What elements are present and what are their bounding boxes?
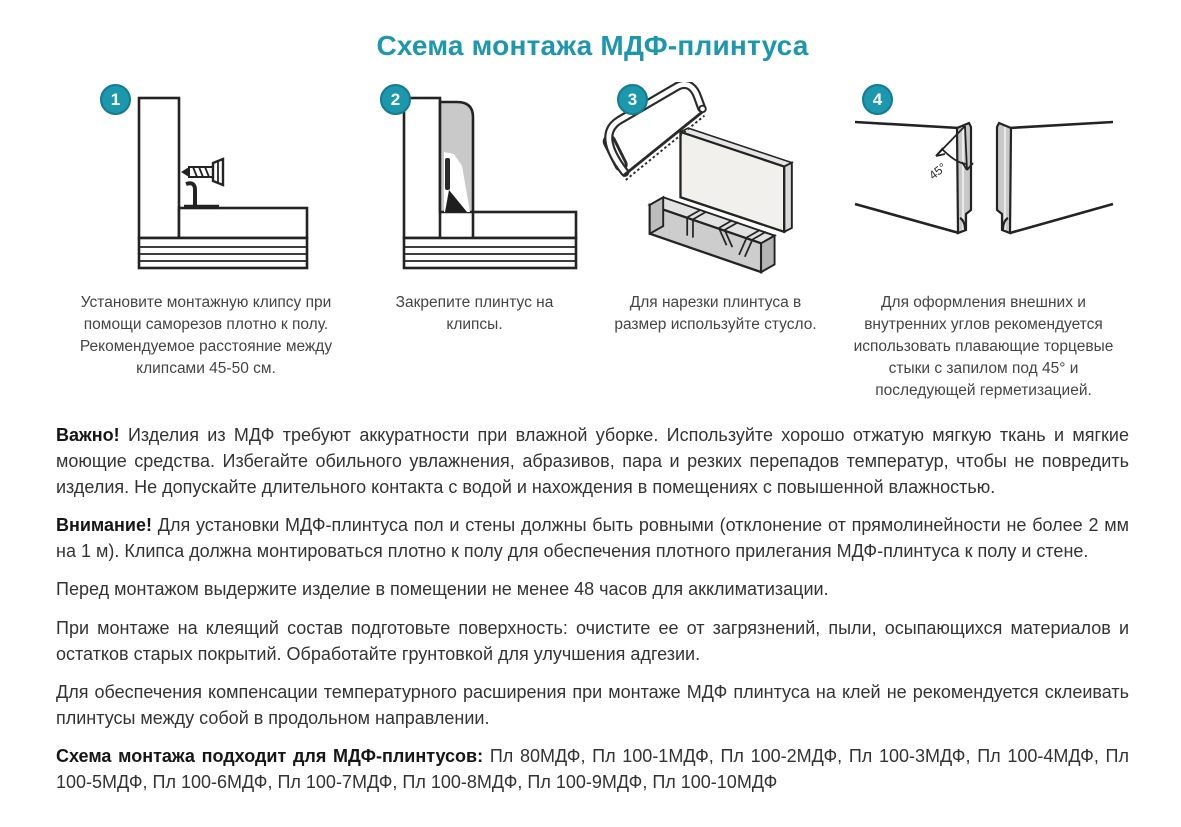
notes-section <box>56 422 1129 795</box>
step-1-badge: 1 <box>100 84 131 115</box>
step-1-illustration <box>56 82 356 276</box>
wall <box>139 98 179 238</box>
paragraph-compatible-models-text: Пл 80МДФ, Пл 100-1МДФ, Пл 100-2МДФ, Пл 100-3МДФ, Пл 100-4МДФ, Пл 100-5МДФ, Пл 100-6МДФ, Пл 100-7МДФ, Пл 100-8МДФ, Пл 100-9МДФ, Пл 100-10МДФ <box>56 745 1129 793</box>
angle-45-label: 45° <box>925 160 949 183</box>
right-corner-piece <box>997 122 1113 233</box>
wall <box>404 98 440 238</box>
step-1-caption: Установите монтажную клипсу при помощи саморезов плотно к полу. Рекомендуемое расстояние между клипсами 45-50 см. <box>79 294 333 377</box>
paragraph-attention <box>56 512 1129 564</box>
paragraph-important <box>56 422 1129 500</box>
paragraph-important-text: Изделия из МДФ требуют аккуратности при влажной уборке. Используйте хорошо отжатую мягкую ткань и мягкие моющие средства. Избегайте обильного увлажнения, абразивов, пара и резких перепадов температур, чтобы не повредить изделия. Не допускайте длительного контакта с водой и нахождения в помещениях с повышенной влажностью. <box>56 425 1129 498</box>
step-3-caption: Для нарезки плинтуса в размер используйте стусло. <box>614 294 817 333</box>
paragraph-attention-lead: Внимание! <box>56 515 152 536</box>
step-2-badge: 2 <box>380 84 411 115</box>
step-4-badge: 4 <box>862 84 893 115</box>
clip-and-screw-diagram <box>97 90 315 276</box>
step-3-badge: 3 <box>617 84 648 115</box>
mounting-clip-icon <box>184 183 219 207</box>
clip-stem <box>445 158 450 190</box>
steps-row <box>56 82 1129 402</box>
paragraph-attention-text: Для установки МДФ-плинтуса пол и стены должны быть ровными (отклонение от прямолинейности не более 2 мм на 1 м). Клипса должна монтироваться плотно к полу для обеспечения плотного прилегания МДФ-плинтуса к полу и стене. <box>56 515 1129 562</box>
paragraph-compatible-models <box>56 743 1129 795</box>
step-2-caption: Закрепите плинтус на клипсы. <box>395 294 554 333</box>
step-1 <box>56 82 356 402</box>
paragraph-important-lead: Важно! <box>56 425 120 445</box>
step-4 <box>838 82 1129 402</box>
page-title: Схема монтажа МДФ-плинтуса <box>376 30 809 61</box>
plinth-profile <box>440 102 473 212</box>
paragraph-compatible-models-lead: Схема монтажа подходит для МДФ-плинтусов: <box>56 745 484 766</box>
plinth-on-clips-diagram <box>366 90 584 276</box>
paragraph-glue-surface-prep: При монтаже на клеящий состав подготовьте поверхность: очистите ее от загрязнений, пыли, осыпающихся материалов и остатков старых покрытий. Обработайте грунтовкой для улучшения адгезии. <box>56 617 1129 664</box>
step-2 <box>356 82 593 402</box>
paragraph-thermal-expansion: Для обеспечения компенсации температурного расширения при монтаже МДФ плинтуса на клей не рекомендуется склеивать плинтусы между собой в продольном направлении. <box>56 681 1129 728</box>
screw-icon <box>181 159 223 185</box>
step-3 <box>593 82 838 402</box>
floating-corner-joints-diagram <box>853 90 1115 276</box>
paragraph-acclimatization: Перед монтажом выдержите изделие в помещении не менее 48 часов для акклиматизации. <box>56 579 829 600</box>
step-4-caption: Для оформления внешних и внутренних углов рекомендуется использовать плавающие торцевые стыки с запилом под 45° и последующей герметизацией. <box>853 294 1114 399</box>
